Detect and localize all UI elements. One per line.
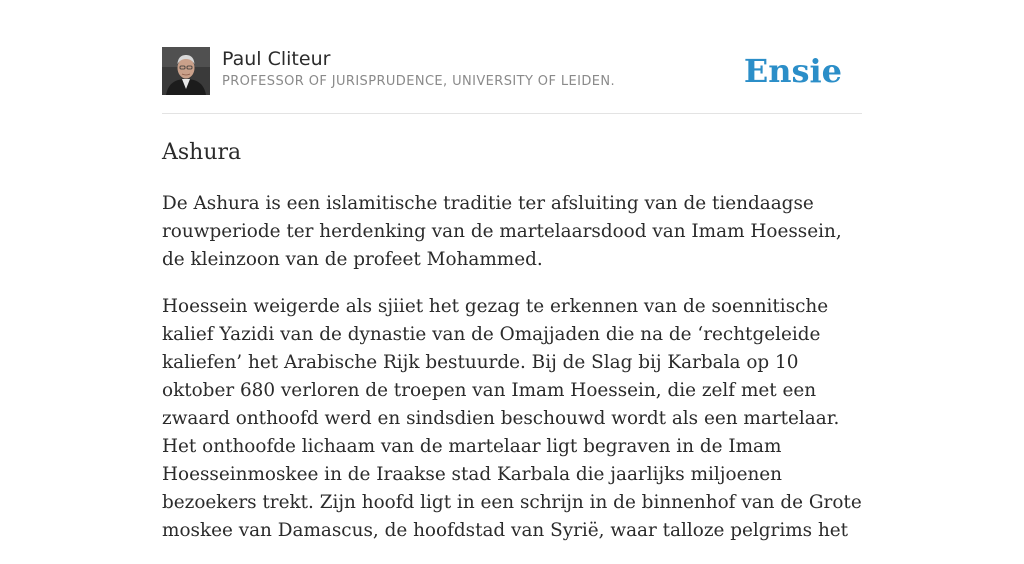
article-paragraph: Hoessein weigerde als sjiiet het gezag te erkennen van de soennitische kalief Yazidi van de dynastie van de Omajjaden die na de ‘rechtgeleide kaliefen’ het Arabische Rijk bestuurde. Bij de Slag bij Karbala op 10 oktober 680 verloren de troepen van Imam Hoessein, die zelf met een zwaard onthoofd werd en sindsdien beschouwd wordt als een martelaar. Het onthoofde lichaam van de martelaar ligt begraven in de Imam Hoesseinmoskee in de Iraakse stad Karbala die jaarlijks miljoenen bezoekers trekt. Zijn hoofd ligt in een schrijn in de binnenhof van de Grote moskee van Damascus, de hoofdstad van Syrië, waar talloze pelgrims het [162, 296, 862, 541]
article-body [162, 190, 870, 564]
article-title: Ashura [162, 140, 242, 165]
header-divider [162, 113, 862, 114]
avatar-portrait-icon [162, 47, 210, 95]
author-name[interactable]: Paul Cliteur [222, 48, 331, 70]
author-role: PROFESSOR OF JURISPRUDENCE, UNIVERSITY OF LEIDEN. [222, 74, 616, 89]
author-avatar[interactable] [162, 47, 210, 95]
author-header [162, 47, 862, 95]
article-paragraph: De Ashura is een islamitische traditie ter afsluiting van de tiendaagse rouwperiode ter herdenking van de martelaarsdood van Imam Hoessein, de kleinzoon van de profeet Mohammed. [162, 193, 842, 270]
ensie-logo[interactable]: Ensie [743, 52, 842, 90]
